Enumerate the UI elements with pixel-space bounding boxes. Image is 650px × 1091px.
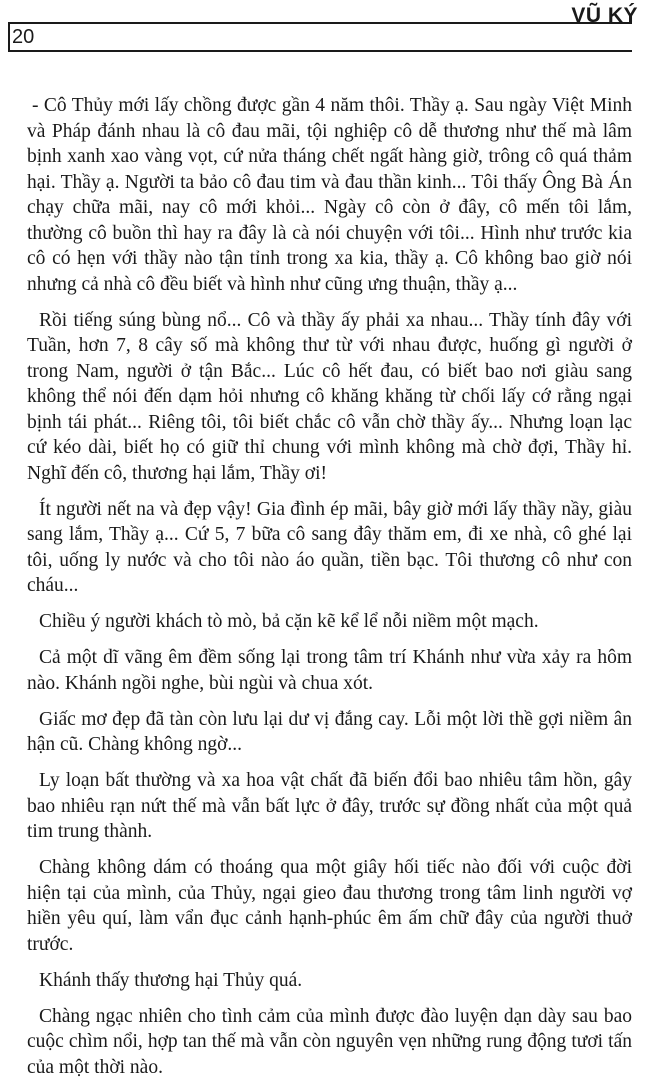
running-header-author: VŨ KÝ	[571, 4, 638, 27]
paragraph: Chiều ý người khách tò mò, bả cặn kẽ kể lể nỗi niềm một mạch.	[39, 611, 539, 632]
paragraph: - Cô Thủy mới lấy chồng được gần 4 năm thôi. Thầy ạ. Sau ngày Việt Minh và Pháp đánh nhau là cô đau mãi, tội nghiệp cô dễ thương như thế mà lâm bịnh xanh xao vàng vọt, cứ nửa tháng chết ngất hàng giờ, trông cô quá thảm hại. Thầy ạ. Người ta bảo cô đau tim và đau thần kinh... Tôi thấy Ông Bà Án chạy chữa mãi, nay cô mới khỏi... Ngày cô còn ở đây, cô mến tôi lắm, thường cô buồn thì hay ra đây là cà nói chuyện với tôi... Hình như trước kia cô có hẹn với thầy nào tận tỉnh trong xa kia, thầy ạ. Cô không bao giờ nói nhưng cả nhà cô đều biết và hình như cũng ưng thuận, thầy ạ...	[27, 95, 632, 295]
paragraph: Ly loạn bất thường và xa hoa vật chất đã biến đổi bao nhiêu tâm hồn, gây bao nhiêu rạn nứt thế mà vẫn bất lực ở đây, trước sự đồng nhất của một quả tim trung thành.	[27, 770, 632, 842]
page-number: 20	[12, 26, 35, 48]
paragraph: Chàng ngạc nhiên cho tình cảm của mình được đào luyện dạn dày sau bao cuộc chìm nổi, hợp tan thế mà vẫn còn nguyên vẹn những rung động tươi tấn của một thời nào.	[27, 1005, 632, 1078]
paragraph: Giấc mơ đẹp đã tàn còn lưu lại dư vị đắng cay. Lỗi một lời thề gợi niềm ân hận cũ. Chàng không ngờ...	[27, 708, 632, 755]
paragraph: Chàng không dám có thoáng qua một giây hối tiếc nào đối với cuộc đời hiện tại của mình, của Thủy, ngại gieo đau thương trong tâm linh người vợ hiền yêu quí, làm vẩn đục cảnh hạnh-phúc êm ấm chữ đây của người thuở trước.	[27, 857, 632, 955]
page-header	[8, 0, 642, 52]
paragraph: Khánh thấy thương hại Thủy quá.	[39, 969, 303, 991]
body-text	[27, 93, 632, 1091]
page-number-frame	[8, 22, 632, 52]
paragraph: Cả một dĩ vãng êm đềm sống lại trong tâm trí Khánh như vừa xảy ra hôm nào. Khánh ngồi nghe, bùi ngùi và chua xót.	[27, 647, 632, 694]
paragraph: Ít người nết na và đẹp vậy! Gia đình ép mãi, bây giờ mới lấy thầy nầy, giàu sang lắm, Thầy ạ... Cứ 5, 7 bữa cô sang đây thăm em, đi xe nhà, cô ghé lại tôi, uống ly nước và cho tôi nào áo quần, tiền bạc. Tôi thương cô như con cháu...	[27, 498, 632, 596]
paragraph: Rồi tiếng súng bùng nổ... Cô và thầy ấy phải xa nhau... Thầy tính đây với Tuần, hơn 7, 8 cây số mà không thư từ với nhau được, huống gì người ở trong Nam, người ở tận Bắc... Lúc cô hết đau, có biết bao nơi giàu sang không thể nói đến dạm hỏi nhưng cô khăng khăng từ chối lấy cớ rằng ngại bịnh tái phát... Riêng tôi, tôi biết chắc cô vẫn chờ thầy ấy... Nhưng loạn lạc cứ kéo dài, biết họ có giữ thỉ chung với mình không mà chờ đợi, Thầy hỉ. Nghĩ đến cô, thương hại lắm, Thầy ơi!	[27, 309, 632, 484]
